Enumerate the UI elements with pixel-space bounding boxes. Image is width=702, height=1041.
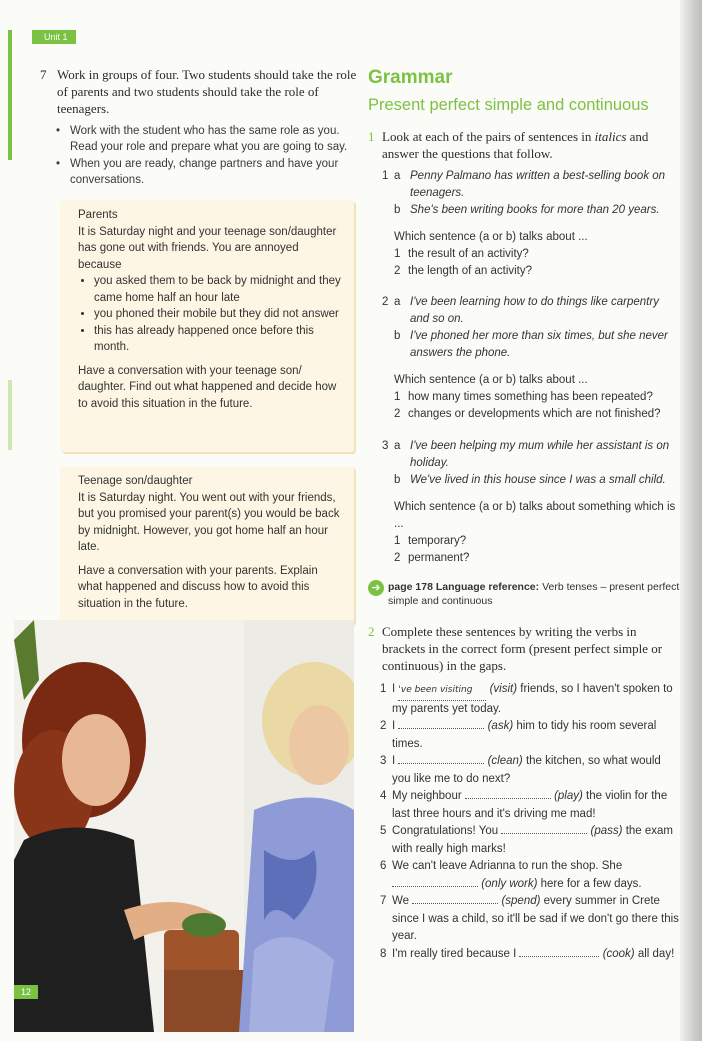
- pair-number: 1: [382, 170, 389, 182]
- gap-fill-item: [380, 788, 680, 823]
- item-text: the kitchen, so what would you like me to do next?: [392, 755, 661, 785]
- exercise-number: 2: [368, 624, 375, 639]
- task-number: 7: [40, 67, 47, 82]
- exercise-2-instruction: [368, 623, 680, 674]
- card-closing: Have a conversation with your parents. Explain what happened and discuss how to avoid this situation in the future.: [78, 564, 318, 610]
- teen-role-card: [60, 466, 354, 624]
- exercise-2-items: [380, 681, 680, 963]
- card-bullets: [78, 273, 344, 356]
- instruction-text: and answer the questions that follow.: [382, 129, 649, 161]
- sentence-a: I've been helping my mum while her assistant is on holiday.: [410, 440, 670, 469]
- item-text: the exam with really high marks!: [392, 825, 673, 855]
- item-number: 7: [380, 895, 387, 907]
- unit-tag: Unit 1: [32, 30, 76, 44]
- item-number: 5: [380, 825, 387, 837]
- item-text: every summer in Crete since I was a child, so it'll be sad if we don't go there this year.: [392, 895, 679, 942]
- item-text: I: [392, 683, 399, 695]
- card-closing: Have a conversation with your teenage son/ daughter. Find out what happened and decide how to avoid this situation in the future.: [78, 364, 337, 410]
- item-number: 4: [380, 790, 387, 802]
- sentence-pair-1: 1 a Penny Palmano has written a best-selling book on teenagers. b She's been writing books for more than 20 years. Which sentence (a or b) talks about ... 1 the result of an activity? 2 the length of an activity?: [382, 168, 678, 280]
- card-bullet: • this has already happened once before this month.: [94, 323, 344, 356]
- question-option: the length of an activity?: [408, 265, 533, 277]
- answer-gap[interactable]: [398, 753, 484, 764]
- sentence-a: I've been learning how to do things like carpentry and so on.: [410, 296, 659, 325]
- verb-cue: (only work): [481, 877, 538, 890]
- card-bullet: • you phoned their mobile but they did not answer: [94, 306, 344, 323]
- verb-cue: (ask): [487, 720, 514, 732]
- sentence-a: Penny Palmano has written a best-selling book on teenagers.: [410, 170, 666, 199]
- sentence-letter: a: [394, 170, 401, 182]
- grammar-heading: Grammar: [368, 67, 453, 88]
- pair-question: Which sentence (a or b) talks about ...: [394, 231, 588, 243]
- verb-cue: (play): [554, 790, 583, 802]
- sentence-b: I've phoned her more than six times, but she never answers the phone.: [410, 330, 668, 359]
- item-text: We: [392, 895, 413, 907]
- item-text: friends, so I haven't spoken to my parents yet today.: [392, 683, 673, 715]
- verb-cue: (cook): [602, 947, 635, 960]
- item-text: Congratulations! You: [392, 825, 502, 837]
- pair-number: 3: [382, 440, 389, 452]
- item-text: here for a few days.: [537, 877, 642, 890]
- item-number: 2: [380, 720, 387, 732]
- item-text: all day!: [634, 947, 675, 960]
- language-reference-link[interactable]: [388, 580, 680, 608]
- sentence-letter: a: [394, 440, 401, 452]
- verb-cue: (clean): [487, 755, 523, 767]
- item-text: We can't leave Adrianna to run the shop. She: [392, 860, 623, 872]
- card-title: Teenage son/daughter: [78, 475, 193, 487]
- reference-topic: Verb tenses – present perfect simple and continuous: [388, 581, 680, 607]
- task-7-bullets: [56, 124, 356, 190]
- reference-page: page 178 Language reference:: [388, 581, 540, 593]
- item-text: My neighbour: [392, 790, 465, 802]
- bullet-item: • Work with the student who has the same role as you. Read your role and prepare what you are going to say.: [56, 124, 356, 155]
- answer-gap[interactable]: [412, 893, 498, 904]
- sentence-letter: b: [394, 204, 401, 216]
- item-text: I'm really tired because I: [392, 947, 520, 960]
- answer-gap[interactable]: [392, 876, 478, 887]
- gap-fill-item: [380, 858, 680, 893]
- answer-gap[interactable]: [501, 823, 587, 834]
- instruction-text: Complete these sentences by writing the verbs in brackets in the correct form (present perfect simple or continuous) in the gaps.: [382, 624, 663, 673]
- margin-bar: [8, 380, 12, 450]
- margin-bar: [8, 30, 12, 160]
- gap-fill-item: [380, 681, 680, 718]
- item-number: 1: [380, 683, 387, 695]
- sentence-letter: a: [394, 296, 401, 308]
- sentence-pair-2: 2 a I've been learning how to do things like carpentry and so on. b I've phoned her more than six times, but she never answers the phone. Which sentence (a or b) talks about ... 1 how many times something has been repeated? 2 changes or developments which are not finished?: [382, 294, 678, 423]
- sentence-b: We've lived in this house since I was a small child.: [410, 474, 666, 486]
- item-text: the violin for the last three hours and it's driving me mad!: [392, 790, 668, 820]
- pair-question: Which sentence (a or b) talks about something which is ...: [394, 501, 676, 530]
- question-option: the result of an activity?: [408, 248, 529, 260]
- question-option: permanent?: [408, 552, 470, 564]
- verb-cue: (pass): [590, 825, 623, 837]
- item-number: 3: [380, 755, 387, 767]
- item-text: I: [392, 755, 399, 767]
- instruction-text: Look at each of the pairs of sentences in: [382, 129, 595, 144]
- instruction-italic: italics: [594, 129, 627, 144]
- verb-cue: (spend): [501, 895, 541, 907]
- gap-fill-item: [380, 946, 680, 964]
- sentence-letter: b: [394, 330, 401, 342]
- verb-cue: (visit): [489, 683, 518, 695]
- parents-role-card: [60, 200, 354, 452]
- item-text: him to tidy his room several times.: [392, 720, 657, 750]
- bullet-item: • When you are ready, change partners and have your conversations.: [56, 157, 356, 188]
- card-intro: It is Saturday night. You went out with your friends, but you promised your parent(s) you would be back by midnight. However, you got home half an hour late.: [78, 491, 340, 553]
- question-option: temporary?: [408, 535, 467, 547]
- item-text: I: [392, 720, 399, 732]
- sentence-b: She's been writing books for more than 20 years.: [410, 204, 660, 216]
- item-number: 6: [380, 860, 387, 872]
- task-instruction: Work in groups of four. Two students should take the role of parents and two students should take the role of teenagers.: [57, 67, 357, 116]
- sentence-pair-3: 3 a I've been helping my mum while her assistant is on holiday. b We've lived in this house since I was a small child. Which sentence (a or b) talks about something which is ... 1 temporary? 2 permanent?: [382, 438, 678, 567]
- gap-fill-item: [380, 753, 680, 788]
- gap-fill-item: [380, 718, 680, 753]
- answer-gap[interactable]: [398, 718, 484, 729]
- answer-gap[interactable]: [465, 788, 551, 799]
- gap-fill-item: [380, 823, 680, 858]
- sentence-letter: b: [394, 474, 401, 486]
- question-option: how many times something has been repeated?: [408, 391, 653, 403]
- pair-number: 2: [382, 296, 389, 308]
- card-title: Parents: [78, 209, 118, 221]
- card-intro: It is Saturday night and your teenage son/daughter has gone out with friends. You are annoyed because: [78, 225, 337, 271]
- task-7: [40, 66, 358, 117]
- grammar-subheading: Present perfect simple and continuous: [368, 96, 649, 114]
- exercise-1-instruction: [368, 128, 678, 162]
- item-number: 8: [380, 947, 387, 960]
- pair-question: Which sentence (a or b) talks about ...: [394, 374, 588, 386]
- card-bullet: • you asked them to be back by midnight and they came home half an hour late: [94, 273, 344, 306]
- gap-fill-item: [380, 893, 680, 946]
- question-option: changes or developments which are not finished?: [408, 408, 661, 420]
- page-number: 12: [14, 985, 38, 999]
- photo-mother-and-daughter: [14, 620, 354, 1032]
- page-gutter-shadow: [680, 0, 702, 1041]
- answer-gap[interactable]: [519, 946, 599, 957]
- exercise-number: 1: [368, 129, 375, 144]
- answer-gap[interactable]: 've been visiting: [398, 682, 486, 701]
- arrow-right-icon: ➜: [368, 580, 384, 596]
